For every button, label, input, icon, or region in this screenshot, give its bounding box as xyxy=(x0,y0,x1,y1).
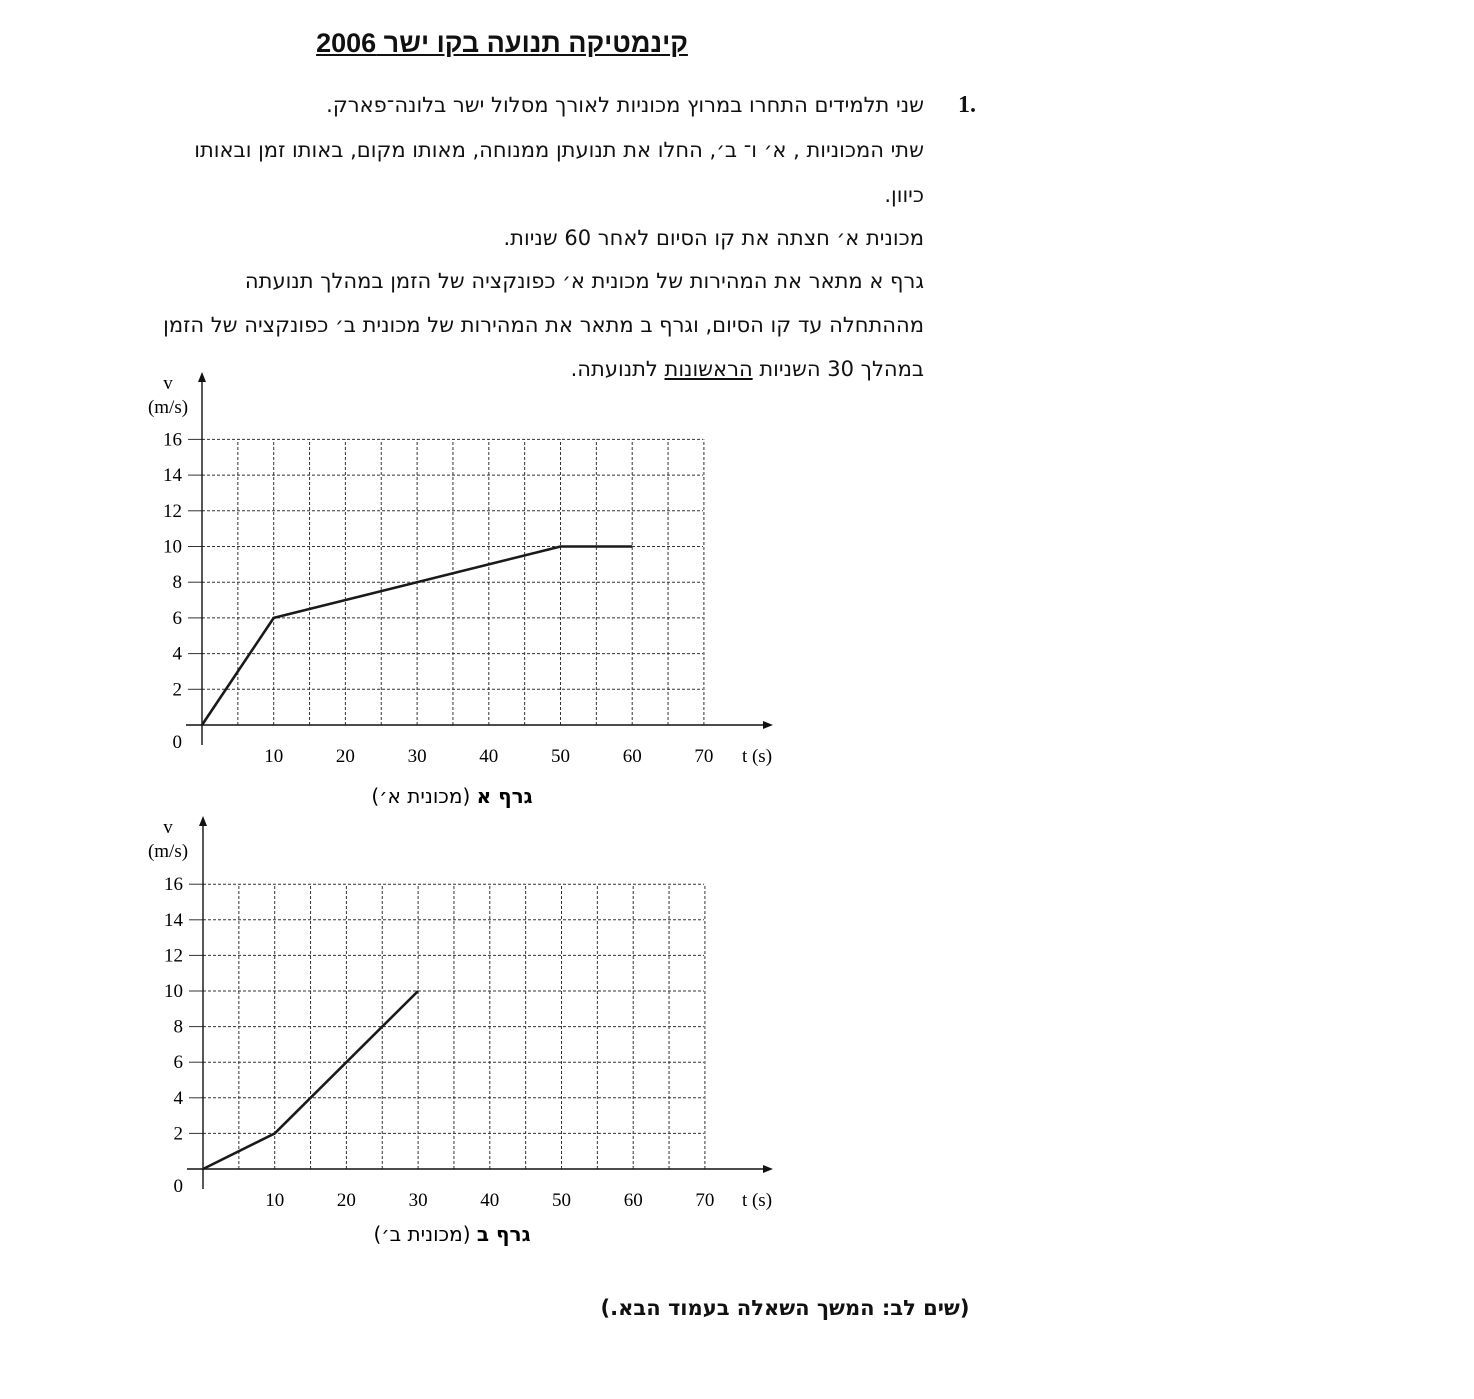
chart-b-y-axis-arrow xyxy=(199,816,207,826)
chart-b-x-axis-label: t (s) xyxy=(741,1190,773,1211)
chart-a-x-axis-label: t (s) xyxy=(741,746,773,767)
line-7-start: במהלך 30 השניות xyxy=(752,357,924,381)
chart-b-x-axis-arrow xyxy=(763,1165,773,1173)
chart-a-caption-bold: גרף א xyxy=(476,784,533,808)
continuation-note: (שים לב: המשך השאלה בעמוד הבא.) xyxy=(600,1296,970,1320)
question-text-line-6: מההתחלה עד קו הסיום, וגרף ב מתאר את המהירות של מכונית ב׳ כפונקציה של הזמן xyxy=(163,313,924,337)
chart-b-x-tick-label: 40 xyxy=(480,1190,500,1211)
chart-b-y-tick-label: 12 xyxy=(164,945,183,967)
chart-b-x-tick-label: 20 xyxy=(336,1190,356,1211)
chart-b-caption xyxy=(373,1222,530,1246)
chart-a-y-tick-label: 10 xyxy=(163,536,182,558)
chart-b-caption-bold: גרף ב xyxy=(476,1222,531,1246)
question-text-line-2: שתי המכוניות , א׳ ו־ ב׳, החלו את תנועתן ממנוחה, מאותו מקום, באותו זמן ובאותו xyxy=(194,138,924,162)
question-text-line-1: שני תלמידים התחרו במרוץ מכוניות לאורך מסלול ישר בלונה־פארק. xyxy=(326,93,924,117)
chart-a-y-tick-label: 16 xyxy=(163,429,182,451)
chart-a-x-tick-label: 50 xyxy=(551,746,570,767)
chart-a-x-tick-label: 20 xyxy=(335,746,355,767)
chart-a-y-tick-label: 6 xyxy=(172,607,182,629)
chart-b-x-tick-label: 60 xyxy=(623,1190,643,1211)
chart-a-x-tick-label: 10 xyxy=(264,746,284,767)
chart-b-y-tick-label: 4 xyxy=(173,1087,183,1109)
question-number: 1. xyxy=(958,92,976,118)
page-title: קינמטיקה תנועה בקו ישר 2006 xyxy=(316,28,688,58)
chart-b-caption-rest: (מכונית ב׳) xyxy=(373,1222,477,1246)
chart-b-x-tick-label: 50 xyxy=(552,1190,571,1211)
chart-a-x-tick-label: 40 xyxy=(479,746,499,767)
question-text-line-3: כיוון. xyxy=(884,183,924,207)
chart-a-y-tick-label: 12 xyxy=(163,500,182,522)
chart-b-y-tick-label: 6 xyxy=(173,1052,183,1074)
question-text-line-5: גרף א מתאר את המהירות של מכונית א׳ כפונקציה של הזמן במהלך תנועתה xyxy=(244,269,924,293)
chart-b-y-tick-label: 16 xyxy=(164,874,183,896)
chart-a-x-axis-arrow xyxy=(763,721,773,729)
chart-a-x-tick-label: 70 xyxy=(694,746,714,767)
chart-a-x-tick-label: 30 xyxy=(407,746,427,767)
chart-a-y-tick-label: 8 xyxy=(172,572,182,594)
chart-b-x-tick-label: 10 xyxy=(265,1190,285,1211)
chart-b-y-tick-label: 10 xyxy=(164,981,183,1002)
chart-a-y-tick-label: 14 xyxy=(163,465,182,487)
chart-a-origin-label: 0 xyxy=(172,732,182,753)
question-text-line-4: מכונית א׳ חצתה את קו הסיום לאחר 60 שניות. xyxy=(503,226,924,250)
chart-b-y-axis-label: v xyxy=(163,817,173,838)
chart-b-origin-label: 0 xyxy=(173,1176,183,1197)
chart-b-y-axis-unit: (m/s) xyxy=(147,841,189,862)
chart-a-y-axis-unit: (m/s) xyxy=(147,397,189,418)
underlined-word: הראשונות xyxy=(664,357,753,381)
line-7-end: לתנועתה. xyxy=(570,357,665,381)
chart-b-x-tick-label: 70 xyxy=(695,1190,715,1211)
chart-b-x-tick-label: 30 xyxy=(408,1190,428,1211)
chart-b-y-tick-label: 14 xyxy=(164,909,183,931)
chart-b-y-tick-label: 2 xyxy=(173,1123,183,1145)
chart-a-caption xyxy=(371,784,532,808)
chart-a-y-tick-label: 2 xyxy=(172,679,182,701)
chart-a-y-axis-arrow xyxy=(198,372,206,382)
chart-a-caption-rest: (מכונית א׳) xyxy=(371,784,477,808)
chart-b-y-tick-label: 8 xyxy=(173,1016,183,1038)
chart-a-x-tick-label: 60 xyxy=(622,746,642,767)
chart-a-y-tick-label: 4 xyxy=(172,643,182,665)
chart-a-y-axis-label: v xyxy=(163,373,173,394)
